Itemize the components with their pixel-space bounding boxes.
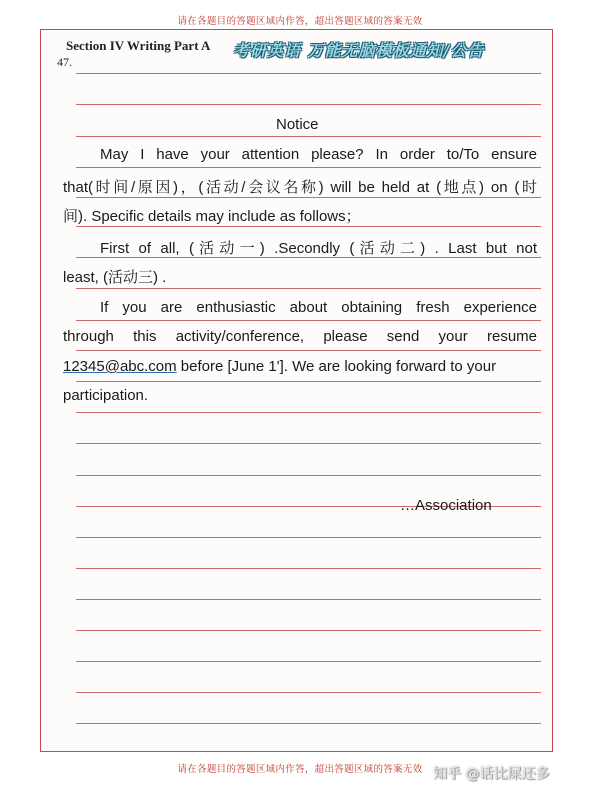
ruled-line [76, 599, 541, 600]
ruled-line [76, 692, 541, 693]
ruled-line [76, 475, 541, 476]
ruled-line [76, 443, 541, 444]
ruled-line [76, 167, 541, 168]
ruled-line [76, 73, 541, 74]
signature: …Association [400, 497, 492, 514]
ruled-line [76, 136, 541, 137]
ruled-line [76, 537, 541, 538]
ruled-line [76, 723, 541, 724]
paragraph-1-line-3: 间). Specific details may include as follows； [63, 208, 361, 225]
ruled-line [76, 381, 541, 382]
ruled-line [76, 630, 541, 631]
ruled-line [76, 661, 541, 662]
email-address: 12345@abc.com [63, 358, 177, 375]
ruled-line [76, 226, 541, 227]
paragraph-3-line-2: through this activity/conference, please send your resume [63, 328, 537, 345]
ruled-line [76, 197, 541, 198]
answer-area-warning-top: 请在各题目的答题区域内作答，超出答题区域的答案无效 [177, 16, 423, 27]
question-number: 47. [57, 55, 72, 69]
paragraph-2-line-1: First of all, (活动一) .Secondly (活动二) . Last but not [100, 240, 537, 257]
paragraph-3-line-3 [63, 358, 496, 375]
section-title: Section IV Writing Part A [66, 38, 211, 53]
ruled-line [76, 288, 541, 289]
ruled-line [76, 104, 541, 105]
paragraph-1-line-1: May I have your attention please? In order to/To ensure [100, 146, 537, 163]
paragraph-2-line-2: least, (活动三) . [63, 269, 167, 286]
ruled-line [76, 350, 541, 351]
zhihu-watermark: 知乎 @话比屎还多 [433, 766, 550, 782]
ruled-line [76, 320, 541, 321]
paragraph-3-line-1: If you are enthusiastic about obtaining fresh experience [100, 299, 537, 316]
template-banner: 考研英语 万能无脑模板通知/公告 [233, 41, 485, 60]
answer-area-warning-bottom: 请在各题目的答题区域内作答，超出答题区域的答案无效 [177, 764, 423, 775]
ruled-line [76, 568, 541, 569]
paragraph-1-line-2: that(时间/原因)，(活动/会议名称) will be held at (地点) on (时 [63, 179, 538, 196]
paragraph-3-line-3-rest: before [June 1']. We are looking forward to your [176, 358, 497, 375]
paragraph-3-line-4: participation. [63, 387, 149, 404]
ruled-line [76, 412, 541, 413]
notice-title: Notice [276, 116, 319, 133]
